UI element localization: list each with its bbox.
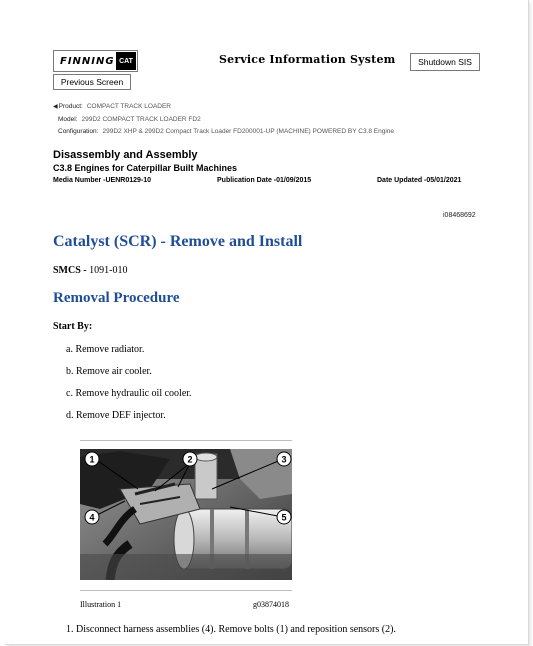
callout-3	[277, 452, 291, 466]
smcs-value: 1091-010	[86, 265, 128, 276]
model-line	[58, 116, 201, 123]
illustration-caption: Illustration 1	[80, 600, 122, 609]
smcs-code	[53, 265, 127, 276]
back-arrow-icon[interactable]: ◀	[53, 104, 58, 110]
graphic-id: g03874018	[253, 600, 289, 609]
step-text: Remove radiator.	[75, 344, 145, 355]
callout-label: 1	[89, 454, 95, 465]
illustration-bottom-rule	[80, 590, 292, 591]
callout-5	[277, 510, 291, 524]
callout-1	[85, 452, 99, 466]
product-line	[53, 103, 171, 110]
system-title: Service Information System	[219, 53, 396, 66]
instruction-marker: 1.	[66, 624, 74, 635]
product-label: Product:	[58, 103, 83, 110]
page-title: Catalyst (SCR) - Remove and Install	[53, 233, 303, 250]
media-number: Media Number -UENR0129-10	[53, 177, 152, 184]
reference-id: i08468692	[443, 212, 476, 219]
catalyst-photo-drawing	[80, 449, 292, 580]
callout-label: 2	[187, 454, 193, 465]
start-by-step	[66, 388, 192, 399]
document-subtitle: C3.8 Engines for Caterpillar Built Machines	[53, 163, 238, 173]
callout-label: 5	[281, 512, 287, 523]
publication-date: Publication Date -01/09/2015	[217, 177, 312, 184]
start-by-step	[66, 410, 166, 421]
product-value: COMPACT TRACK LOADER	[86, 103, 171, 110]
step-marker: a.	[66, 344, 73, 355]
catalyst-illustration	[80, 449, 292, 580]
start-by-step	[66, 344, 144, 355]
date-updated: Date Updated -05/01/2021	[377, 177, 462, 184]
procedure-heading: Removal Procedure	[53, 290, 180, 306]
shutdown-sis-button[interactable]: Shutdown SIS	[410, 53, 480, 71]
step-text: Remove hydraulic oil cooler.	[75, 388, 192, 399]
step-marker: d.	[66, 410, 74, 421]
step-text: Remove air cooler.	[76, 366, 152, 377]
configuration-label: Configuration:	[58, 128, 99, 135]
callout-label: 3	[281, 454, 287, 465]
instruction-text: Disconnect harness assemblies (4). Remove bolts (1) and reposition sensors (2).	[76, 624, 396, 635]
start-by-step	[66, 366, 152, 377]
smcs-label: SMCS -	[53, 265, 87, 276]
model-value: 299D2 COMPACT TRACK LOADER FD2	[81, 116, 201, 123]
step-marker: c.	[66, 388, 73, 399]
cat-logo-mark: CAT	[116, 52, 136, 70]
configuration-line	[58, 128, 394, 135]
callout-2	[183, 452, 197, 466]
section-title: Disassembly and Assembly	[53, 149, 198, 161]
logo-text: FINNING	[60, 55, 115, 67]
illustration-top-rule	[80, 440, 292, 441]
callout-label: 4	[89, 512, 95, 523]
configuration-value: 299D2 XHP & 299D2 Compact Track Loader FD200001-UP (MACHINE) POWERED BY C3.8 Engine	[102, 128, 395, 135]
step-marker: b.	[66, 366, 74, 377]
start-by-label: Start By:	[53, 321, 93, 332]
finning-cat-logo	[53, 50, 138, 72]
callout-4	[85, 510, 99, 524]
instruction-step	[66, 624, 396, 635]
model-label: Model:	[58, 116, 78, 123]
previous-screen-button[interactable]: Previous Screen	[53, 74, 131, 90]
step-text: Remove DEF injector.	[76, 410, 166, 421]
